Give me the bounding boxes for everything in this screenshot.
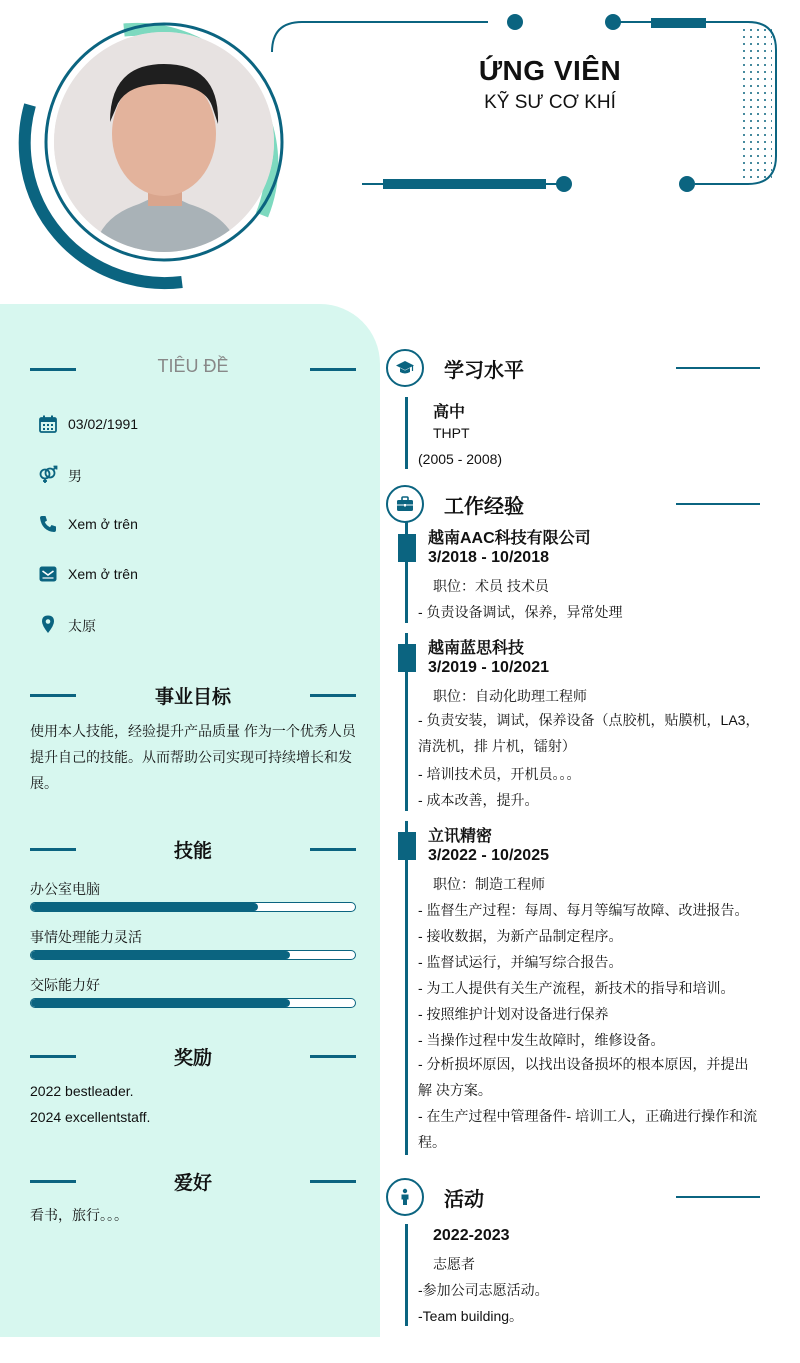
activities-timeline [405, 1224, 408, 1326]
job-position: 职位：术员 技术员 [433, 578, 549, 594]
activity-period: 2022-2023 [433, 1227, 510, 1244]
education-title: 学习水平 [444, 360, 524, 382]
activity-role: 志愿者 [433, 1256, 475, 1272]
skill-bar [30, 902, 356, 912]
job-duty: - 在生产过程中管理备件- 培训工人，正确进行操作和流程。 [418, 1108, 758, 1150]
education-timeline [405, 397, 408, 469]
experience-title: 工作经验 [444, 496, 524, 518]
hobbies-section-header [30, 1166, 356, 1196]
portrait-silhouette [54, 32, 274, 252]
education-section-header [386, 349, 760, 389]
awards-section-header [30, 1041, 356, 1071]
job-duty: - 为工人提供有关生产流程，新技术的指导和培训。 [418, 980, 735, 996]
award-line: 2022 bestleader. [30, 1083, 134, 1099]
skill-bar-fill [31, 951, 290, 959]
graduation-cap-icon [396, 359, 414, 377]
job-duty: - 培训技术员，开机员。。。 [418, 766, 581, 782]
job-duty: - 当操作过程中发生故障时，维修设备。 [418, 1032, 665, 1048]
job-duty: - 监督试运行，并编写综合报告。 [418, 954, 623, 970]
job-period: 3/2019 - 10/2021 [428, 659, 549, 676]
activities-title: 活动 [444, 1189, 484, 1211]
candidate-job-title: KỸ SƯ CƠ KHÍ [484, 92, 616, 113]
info-email-text: Xem ở trên [68, 566, 138, 582]
info-location-text: 太原 [68, 618, 96, 634]
gender-icon [38, 464, 58, 484]
email-icon [38, 564, 58, 584]
experience-section-header [386, 485, 760, 525]
candidate-name: ỨNG VIÊN [478, 55, 622, 86]
info-phone-text: Xem ở trên [68, 516, 138, 532]
phone-icon [38, 514, 58, 534]
skills-section-header [30, 834, 356, 864]
profile-section-header [30, 354, 356, 384]
job-duty: - 负责设备调试，保养，异常处理 [418, 604, 623, 620]
job-period: 3/2022 - 10/2025 [428, 847, 549, 864]
skill-label: 事情处理能力灵活 [30, 929, 142, 945]
briefcase-icon [396, 495, 414, 513]
job-duty: - 负责安装，调试，保养设备（点胶机，贴膜机，LA3，清洗机，排 片机，镭射） [418, 712, 760, 754]
calendar-icon [38, 414, 58, 434]
job-duty: - 按照维护计划对设备进行保养 [418, 1006, 609, 1022]
skill-label: 交际能力好 [30, 977, 100, 993]
skill-bar-fill [31, 999, 290, 1007]
hobbies-text: 看书，旅行。。。 [30, 1207, 128, 1223]
job-duty: - 成本改善，提升。 [418, 792, 539, 808]
job-position: 职位：制造工程师 [433, 876, 545, 892]
job-period: 3/2018 - 10/2018 [428, 549, 549, 566]
job-company: 越南AAC科技有限公司 [428, 530, 591, 547]
objective-section-header [30, 680, 356, 710]
job-timeline [405, 821, 408, 1155]
job-duty: - 接收数据，为新产品制定程序。 [418, 928, 623, 944]
hobbies-title: 爱好 [173, 1173, 212, 1194]
activity-line: -参加公司志愿活动。 [418, 1282, 549, 1298]
candidate-photo [54, 32, 274, 252]
skill-bar-fill [31, 903, 258, 911]
award-line: 2024 excellentstaff. [30, 1109, 151, 1125]
skill-label: 办公室电脑 [30, 881, 100, 897]
objective-title: 事业目标 [154, 687, 231, 708]
objective-text: 使用本人技能，经验提升产品质量 作为一个优秀人员提升自己的技能。从而帮助公司实现可持续增长和发展。 [30, 723, 356, 791]
education-school: 高中 [433, 404, 466, 421]
profile-title: TIÊU ĐỀ [157, 356, 229, 376]
location-icon [38, 614, 58, 634]
job-marker [398, 534, 416, 562]
activity-line: -Team building。 [418, 1308, 524, 1324]
awards-title: 奖励 [173, 1048, 212, 1069]
info-gender-text: 男 [68, 468, 82, 484]
person-icon [396, 1188, 414, 1206]
job-company: 立讯精密 [428, 828, 493, 845]
skills-title: 技能 [173, 841, 212, 862]
activities-section-header [386, 1178, 760, 1218]
education-period: (2005 - 2008) [418, 451, 503, 467]
job-duty: - 分析损坏原因，以找出设备损坏的根本原因，并提出解 决方案。 [418, 1056, 749, 1098]
job-marker [398, 832, 416, 860]
info-birthdate-text: 03/02/1991 [68, 416, 139, 432]
job-company: 越南蓝思科技 [428, 640, 525, 657]
job-position: 职位：自动化助理工程师 [433, 688, 587, 704]
skill-bar [30, 998, 356, 1008]
job-marker [398, 644, 416, 672]
skill-bar [30, 950, 356, 960]
job-duty: - 监督生产过程：每周、每月等编写故障、改进报告。 [418, 902, 749, 918]
education-major: THPT [433, 425, 470, 441]
